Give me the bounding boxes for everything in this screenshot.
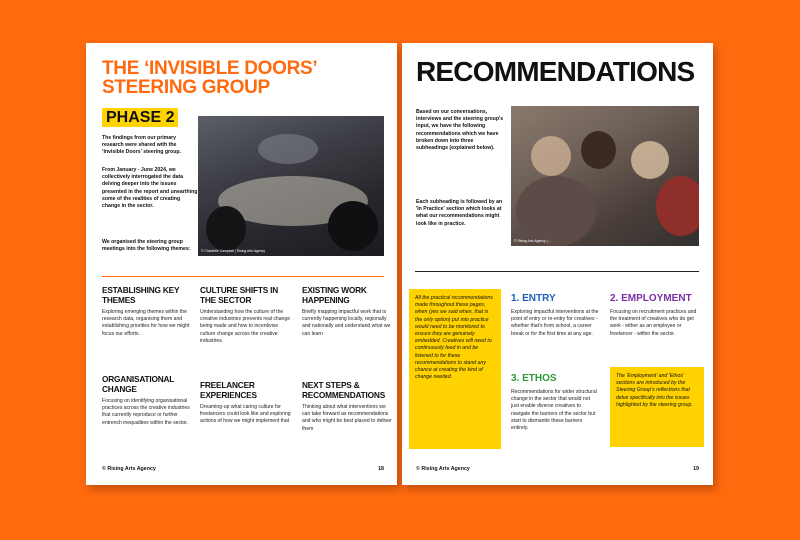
- steering-group-note-box: The 'Employment' and 'Ethos' sections are introduced by the Steering Group's reflections that delve specifically into the issues highlighted by the steering group.: [610, 367, 704, 447]
- intro-paragraph-2: From January - June 2024, we collectively interrogated the data delving deeper into the issues presented in the report and unearthing some of the realities of creating change in the sector.: [102, 167, 198, 210]
- phase-label: PHASE 2: [102, 108, 178, 127]
- left-page: [86, 43, 397, 485]
- theme-body: Understanding how the culture of the creative industries prevents real change being made and how to incentivise culture change across the creative industries.: [200, 309, 291, 344]
- theme-body: Dreaming-up what caring culture for freelancers could look like and exploring actions of how we might implement that: [200, 404, 291, 425]
- intro-paragraph-1: Based on our conversations, interviews and the steering group's input, we have the following recommendations which we have broken down into three subheadings (explained below).: [416, 109, 504, 152]
- divider: [102, 276, 384, 277]
- page-number: 19: [693, 466, 699, 472]
- page-title: RECOMMENDATIONS: [416, 56, 695, 87]
- recommendation-title: 3. ETHOS: [511, 373, 557, 384]
- intro-paragraph-1: The findings from our primary research were shared with the ‘Invisible Doors’ steering group.: [102, 135, 181, 156]
- footer-copyright: © Rising Arts Agency: [102, 466, 156, 472]
- theme-title: NEXT STEPS & RECOMMENDATIONS: [302, 380, 386, 400]
- recommendation-body: Focusing on recruitment practices and the treatment of creatives who do get work - either as an employee or freelancer - within the sector.: [610, 309, 697, 337]
- divider: [415, 271, 699, 272]
- theme-title: ESTABLISHING KEY THEMES: [102, 285, 180, 305]
- photo-caption: © Rising Arts Agency | ...: [514, 239, 552, 243]
- theme-block: [302, 285, 394, 338]
- theme-title: CULTURE SHIFTS IN THE SECTOR: [200, 285, 279, 305]
- theme-block: [302, 380, 394, 433]
- recommendation-title: 1. ENTRY: [511, 293, 556, 304]
- recommendation-employment: [610, 293, 704, 338]
- recommendation-ethos: [511, 373, 599, 432]
- photo-caption: © Chantelle Campbell | Rising Arts Agency: [201, 249, 266, 253]
- recommendation-entry: [511, 293, 599, 338]
- page-number: 18: [378, 466, 384, 472]
- recommendation-title: 2. EMPLOYMENT: [610, 293, 692, 304]
- theme-title: ORGANISATIONAL CHANGE: [102, 374, 175, 394]
- theme-block: [200, 285, 292, 345]
- theme-body: Briefly mapping impactful work that is currently happening locally, regionally and nationally and understand what we can learn: [302, 309, 391, 337]
- page-title: THE ‘INVISIBLE DOORS’ STEERING GROUP: [102, 58, 317, 98]
- theme-title: FREELANCER EXPERIENCES: [200, 380, 257, 400]
- group-photo: [511, 106, 699, 246]
- recommendation-body: Exploring impactful interventions at the point of entry or re-entry for creatives - whether that's from school, a career break or for the first time at any age.: [511, 309, 599, 337]
- theme-block: [102, 374, 194, 427]
- theme-body: Exploring emerging themes within the research data, organising them and establishing priorities for how we might focus our efforts.: [102, 309, 190, 337]
- theme-body: Focusing on identifying organisational practices across the creative industries that currently reproduce or further entrench inequalities within the sector.: [102, 398, 190, 426]
- meeting-photo: [198, 116, 384, 256]
- theme-body: Thinking about what interventions we can take forward as recommendations and who might be best placed to deliver them: [302, 404, 392, 432]
- intro-paragraph-2: Each subheading is followed by an 'In Practice' section which looks at what our recommendations might look like in practice.: [416, 199, 503, 227]
- intro-paragraph-3: We organised the steering group meetings into the following themes:: [102, 239, 191, 253]
- theme-block: [102, 285, 194, 338]
- recommendation-body: Recommendations for wider structural change in the sector that would not just enable diverse creatives to navigate the barriers of the sector but start to dismantle these barriers entirely.: [511, 389, 597, 432]
- footer-copyright: © Rising Arts Agency: [416, 466, 470, 472]
- practical-recommendations-box: All the practical recommendations made throughout these pages, when (yes we said when, that is the only option) put into practice would need to be monitored to ensure they are genuinely embedded. Creatives will need to continuously feed in and be listened to for these recommendations to stand any chance at creating the kind of change needed.: [409, 289, 501, 449]
- right-page: [402, 43, 713, 485]
- theme-title: EXISTING WORK HAPPENING: [302, 285, 367, 305]
- theme-block: [200, 380, 292, 426]
